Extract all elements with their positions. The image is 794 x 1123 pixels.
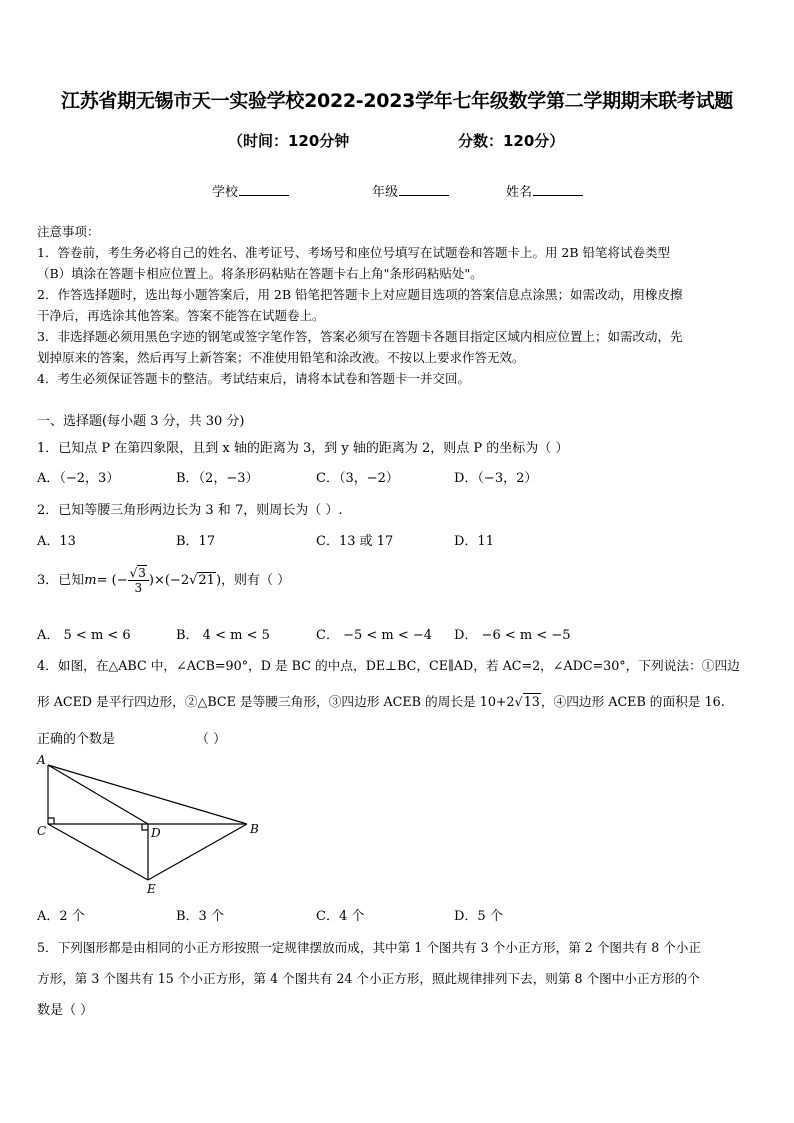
segment-ad	[48, 765, 148, 824]
notice-line: 干净后，再选涂其他答案。答案不能答在试题卷上。	[37, 308, 325, 323]
q1-stem: 1．已知点 P 在第四象限，且到 x 轴的距离为 3，到 y 轴的距离为 2，则点 P 的坐标为（ ）	[37, 441, 569, 456]
point-d-label: D	[151, 826, 161, 840]
q3-sqrt: √21	[189, 573, 215, 588]
grade-blank[interactable]	[399, 183, 449, 196]
grade-label: 年级	[372, 185, 399, 200]
q3-stem	[37, 566, 290, 595]
right-angle-c	[48, 818, 54, 824]
name-label: 姓名	[506, 185, 533, 200]
point-e-label: E	[147, 882, 156, 896]
exam-time: （时间：120分钟	[228, 132, 350, 150]
q2-option-c[interactable]: C．13 或 17	[316, 534, 394, 549]
section-heading: 一、选择题(每小题 3 分，共 30 分)	[37, 414, 245, 429]
q3-times: )×(−2	[148, 573, 190, 588]
q5-stem-line2: 方形，第 3 个图共有 15 个小正方形，第 4 个图共有 24 个小正方形，照此规律排列下去，则第 8 个图中小正方形的个	[37, 971, 700, 986]
school-field	[212, 181, 289, 200]
q4-stem-line1: 4．如图，在△ABC 中，∠ACB=90°，D 是 BC 的中点，DE⊥BC，CE∥AD，若 AC=2，∠ADC=30°，下列说法：①四边	[37, 658, 740, 673]
notice-line: 3．非选择题必须用黑色字迹的钢笔或签字笔作答，答案必须写在答题卡各题目指定区域内相应位置上；如需改动，先	[37, 329, 683, 344]
segment-ab	[48, 765, 247, 824]
q5-stem-line3: 数是（ ）	[37, 1003, 94, 1018]
q3-frac-num: 3	[138, 566, 146, 580]
q2-option-d[interactable]: D．11	[454, 534, 494, 549]
q2-option-a[interactable]: A．13	[37, 534, 76, 549]
school-blank[interactable]	[239, 183, 289, 196]
q3-fraction: $\frac{√3}{3}$	[128, 566, 149, 595]
point-c-label: C	[37, 824, 47, 838]
q2-option-b[interactable]: B．17	[176, 534, 216, 549]
q3-frac-den: 3	[134, 581, 143, 595]
q4-stem-line2: 形 ACED 是平行四边形，②△BCE 是等腰三角形，③四边形 ACEB 的周长是 10+2√13，④四边形 ACEB 的面积是 16.	[37, 694, 725, 709]
q1-option-a[interactable]: A．（−2，3）	[37, 471, 120, 486]
q3-suffix: ，则有（ ）	[221, 573, 291, 588]
q1-option-d[interactable]: D．（−3，2）	[454, 471, 538, 486]
exam-title: 江苏省期无锡市天一实验学校2022-2023学年七年级数学第二学期期末联考试题	[61, 90, 733, 112]
notice-line: 4．考生必须保证答题卡的整洁。考试结束后，请将本试卷和答题卡一并交回。	[37, 371, 470, 386]
q3-option-d[interactable]: D． −6 < m < −5	[454, 628, 571, 643]
q3-option-c[interactable]: C． −5 < m < −4	[316, 628, 433, 643]
q3-variable: m	[84, 573, 97, 588]
name-field	[506, 181, 583, 200]
school-label: 学校	[212, 185, 239, 200]
q3-prefix: 3．已知	[37, 573, 85, 588]
q4-answer-paren: （ ）	[196, 732, 227, 747]
q3-eq-open: = (−	[96, 573, 128, 588]
q3-option-a[interactable]: A． 5 < m < 6	[37, 628, 131, 643]
q3-close: )	[215, 573, 222, 588]
q4-figure	[30, 752, 270, 897]
right-angle-d	[142, 824, 148, 830]
q2-stem: 2．已知等腰三角形两边长为 3 和 7，则周长为（ ）.	[37, 503, 343, 518]
point-b-label: B	[250, 822, 259, 836]
notice-heading: 注意事项：	[37, 224, 100, 239]
segment-eb	[148, 824, 247, 880]
name-blank[interactable]	[533, 183, 583, 196]
q1-option-b[interactable]: B．（2，−3）	[176, 471, 259, 486]
exam-score: 分数：120分）	[458, 132, 565, 150]
q5-stem-line1: 5．下列图形都是由相同的小正方形按照一定规律摆放而成，其中第 1 个图共有 3 个小正方形，第 2 个图共有 8 个小正	[37, 940, 701, 955]
q1-option-c[interactable]: C．（3，−2）	[316, 471, 399, 486]
q3-option-b[interactable]: B． 4 < m < 5	[176, 628, 270, 643]
grade-field	[372, 181, 449, 200]
notice-line: 划掉原来的答案，然后再写上新答案；不准使用铅笔和涂改液。不按以上要求作答无效。	[37, 350, 525, 365]
q4-option-b[interactable]: B．3 个	[176, 909, 224, 924]
q4-option-c[interactable]: C．4 个	[316, 909, 365, 924]
notice-line: 1．答卷前，考生务必将自己的姓名、准考证号、考场号和座位号填写在试题卷和答题卡上。用 2B 铅笔将试卷类型	[37, 245, 671, 260]
q4-stem-line3: 正确的个数是	[37, 732, 116, 747]
notice-line: 2．作答选择题时，选出每小题答案后，用 2B 铅笔把答题卡上对应题目选项的答案信息点涂黑；如需改动，用橡皮擦	[37, 287, 683, 302]
q4-option-a[interactable]: A．2 个	[37, 909, 85, 924]
q4-option-d[interactable]: D．5 个	[454, 909, 503, 924]
point-a-label: A	[37, 753, 46, 767]
notice-line: （B）填涂在答题卡相应位置上。将条形码粘贴在答题卡右上角"条形码粘贴处"。	[37, 266, 483, 281]
segment-ce	[48, 824, 148, 880]
q4-sqrt: √13	[514, 694, 540, 709]
